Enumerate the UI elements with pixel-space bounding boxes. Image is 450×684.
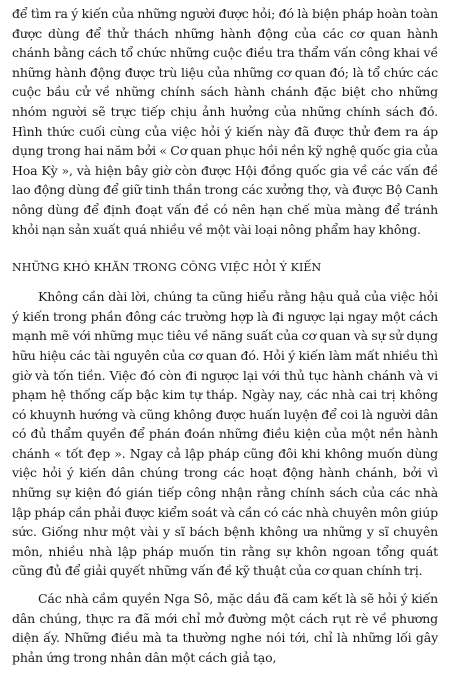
section-heading: NHỮNG KHÓ KHĂN TRONG CÔNG VIỆC HỎI Ý KIẾN <box>12 261 322 275</box>
body-paragraph-1: để tìm ra ý kiến của những người được hỏi; đó là biện pháp hoàn toàn được dùng để thử thách những hành động của các cơ quan hành chánh bằng cách tổ chức những cuộc điều tra thẩm vấn công khai về những hành động được trù liệu của những cơ quan đó; là tổ chức các cuộc bầu cử về những chính sách hành chánh đặc biệt cho những nhóm người sẽ trực tiếp chịu ảnh hưởng của những chính sách đó. Hình thức cuối cùng của việc hỏi ý kiến này đã được thử đem ra áp dụng trong hai năm bởi « Cơ quan phục hồi nền kỹ nghệ quốc gia của Hoa Kỳ », và hiện bây giờ còn được Hội đồng quốc gia về các vấn đề lao động dùng để giữ tinh thần trong các xưởng thợ, và được Bộ Canh nông dùng để định đoạt vấn đề có nên hạn chế mùa màng để tránh khỏi nạn sản xuất quá nhiều về một vài loại nông phẩm hay không. <box>12 6 438 237</box>
body-paragraph-2: Không cần dài lời, chúng ta cũng hiểu rằng hậu quả của việc hỏi ý kiến trong phần đông các trường hợp là đi ngược lại ngay một cách mạnh mẽ với những mục tiêu về năng suất của cơ quan và sự sử dụng hữu hiệu các tài nguyên của cơ quan đó. Hỏi ý kiến làm mất nhiều thì giờ và tốn tiền. Việc đó còn đi ngược lại với thủ tục hành chánh và vi phạm hệ thống cấp bậc kim tự tháp. Ngày nay, các nhà cai trị không có khuynh hướng và cũng không được huấn luyện để coi là người dân có đủ thẩm quyền để phán đoán những điều kiện của một nền hành chánh « tốt đẹp ». Ngay cả lập pháp cũng đôi khi không muốn dùng việc hỏi ý kiến dân chúng trong các hoạt động hành chánh, bởi vì những sự kiện đó gián tiếp công nhận rằng chính sách của các nhà lập pháp cần phải được kiểm soát và cần có các nhà chuyên môn giúp sức. Giống như một vài y sĩ bách bệnh không ưa những y sĩ chuyên môn, nhiều nhà lập pháp muốn tin rằng sự khôn ngoan tổng quát cũng đủ để giải quyết những vấn đề kỹ thuật của cơ quan chính trị. <box>12 289 438 579</box>
paragraph-gap <box>12 581 438 589</box>
body-paragraph-3: Các nhà cầm quyền Nga Sô, mặc dầu đã cam kết là sẽ hỏi ý kiến dân chúng, thực ra đã mới chỉ mở đường một cách rụt rè về phương diện ấy. Những điều mà ta thường nghe nói tới, chỉ là những lối gây phản ứng trong nhân dân một cách giả tạo, <box>12 591 438 665</box>
